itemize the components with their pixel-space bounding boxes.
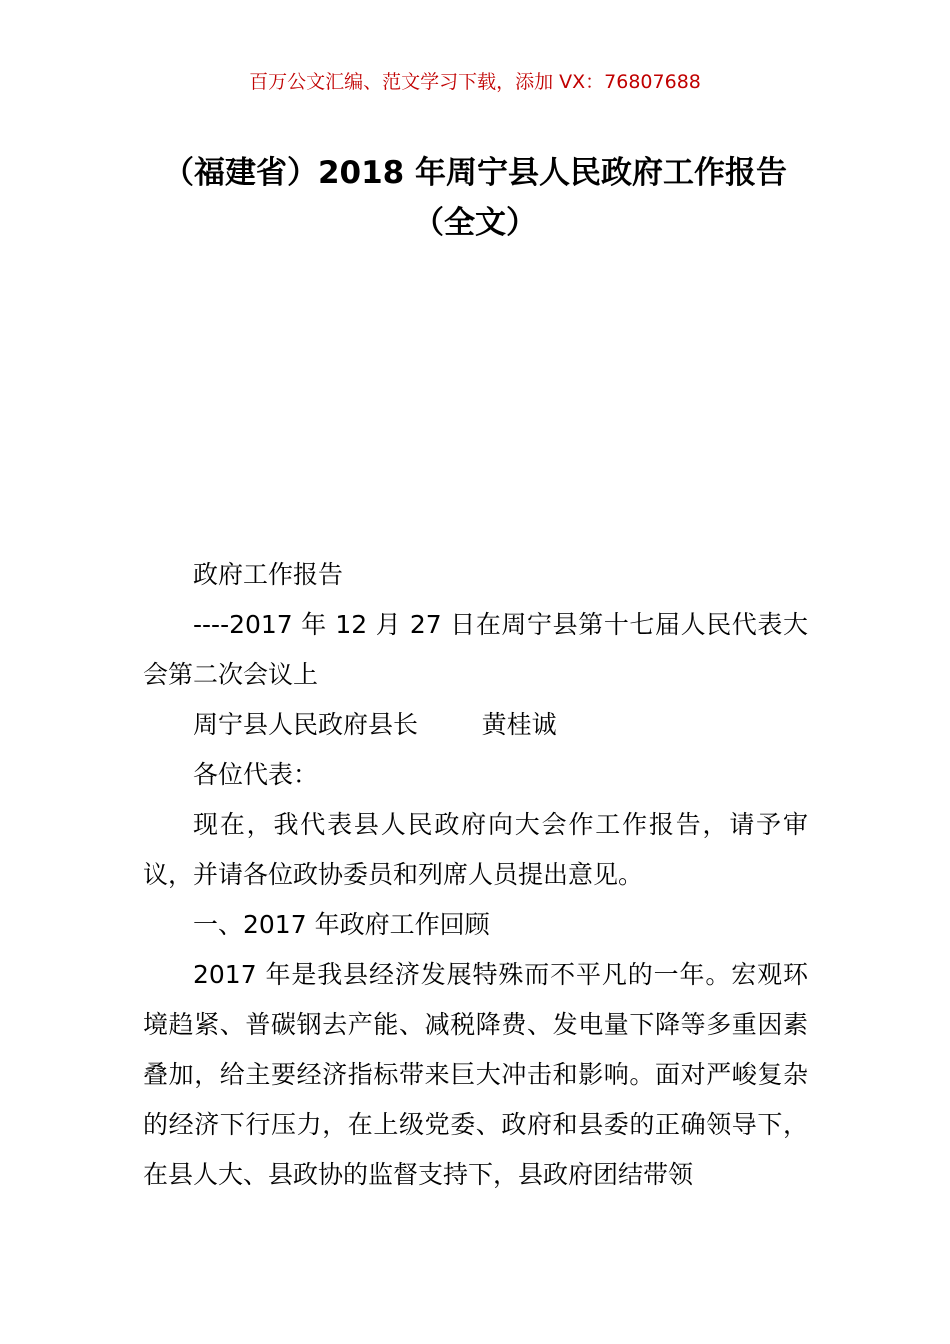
paragraph-intro: 现在，我代表县人民政府向大会作工作报告，请予审议，并请各位政协委员和列席人员提出意见。 [143,810,808,889]
speaker-name: 黄桂诚 [481,710,557,739]
paragraph-review: 2017 年是我县经济发展特殊而不平凡的一年。宏观环境趋紧、普碳钢去产能、减税降费、发电量下降等多重因素叠加，给主要经济指标带来巨大冲击和影响。面对严峻复杂的经济下行压力，在上级党委、政府和县委的正确领导下，在县人大、县政协的监督支持下，县政府团结带领 [143,960,808,1189]
paragraph-report-name: 政府工作报告 [193,560,344,589]
header-note: 百万公文汇编、范文学习下载，添加 VX：76807688 [249,71,701,93]
document-body [143,550,808,1200]
section-heading: 一、2017 年政府工作回顾 [193,910,490,939]
paragraph-salutation: 各位代表： [193,760,319,789]
speaker-title: 周宁县人民政府县长 [193,710,419,739]
paragraph-speaker [143,700,808,750]
document-title: （福建省）2018 年周宁县人民政府工作报告（全文） [162,155,788,241]
paragraph-meeting-info: ----2017 年 12 月 27 日在周宁县第十七届人民代表大会第二次会议上 [143,610,808,689]
